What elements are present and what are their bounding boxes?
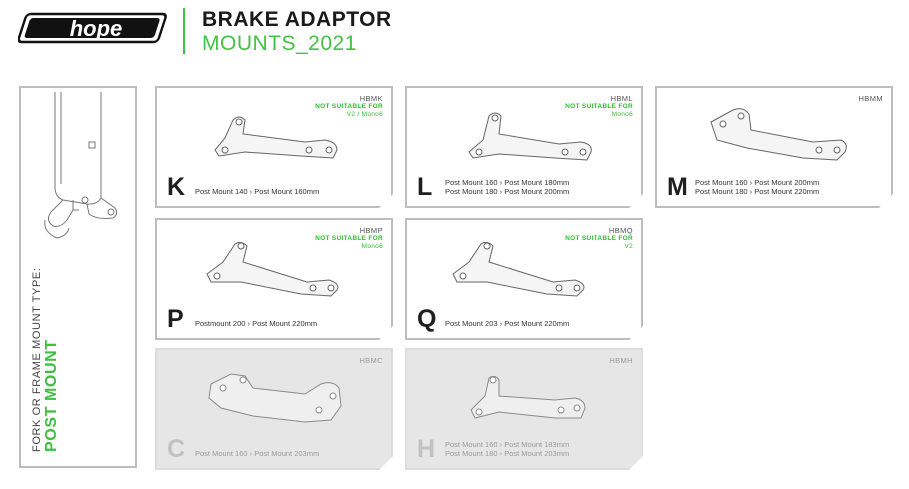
adaptor-letter: K bbox=[167, 173, 186, 201]
adaptor-illustration bbox=[703, 102, 853, 164]
adaptor-description: Post Mount 160 › Post Mount 183mm Post Mount 180 › Post Mount 203mm bbox=[445, 440, 570, 458]
product-code: HBMQ bbox=[608, 226, 633, 235]
product-code: HBMC bbox=[359, 356, 383, 365]
adaptor-description: Post Mount 203 › Post Mount 220mm bbox=[445, 319, 570, 328]
product-code: HBMP bbox=[359, 226, 383, 235]
adaptor-card-h[interactable] bbox=[405, 348, 643, 470]
product-code: HBMK bbox=[359, 94, 383, 103]
adaptor-description: Post Mount 160 › Post Mount 180mm Post Mount 180 › Post Mount 200mm bbox=[445, 178, 570, 196]
adaptor-illustration bbox=[463, 370, 593, 426]
suitability-warning: NOT SUITABLE FOR V2 bbox=[565, 235, 633, 250]
fork-illustration bbox=[27, 92, 131, 242]
page-title: BRAKE ADAPTOR bbox=[202, 8, 392, 31]
suitability-warning: NOT SUITABLE FOR V2 / Mono6 bbox=[315, 103, 383, 118]
adaptor-illustration bbox=[197, 238, 347, 300]
adaptor-letter: C bbox=[167, 435, 186, 463]
adaptor-letter: H bbox=[417, 435, 436, 463]
mount-type-value: POST MOUNT bbox=[43, 339, 60, 452]
mount-type-label: FORK OR FRAME MOUNT TYPE: bbox=[31, 267, 43, 452]
hope-logo bbox=[18, 10, 168, 46]
adaptor-description: Postmount 200 › Post Mount 220mm bbox=[195, 319, 318, 328]
adaptor-illustration bbox=[443, 238, 593, 300]
adaptor-card-k[interactable] bbox=[155, 86, 393, 208]
product-code: HBMM bbox=[858, 94, 883, 103]
product-code: HBML bbox=[610, 94, 633, 103]
adaptor-letter: M bbox=[667, 173, 688, 201]
adaptor-card-c[interactable] bbox=[155, 348, 393, 470]
suitability-warning: NOT SUITABLE FOR Mono6 bbox=[565, 103, 633, 118]
adaptor-letter: P bbox=[167, 305, 184, 333]
product-code: HBMH bbox=[609, 356, 633, 365]
adaptor-illustration bbox=[459, 106, 599, 164]
adaptor-description: Post Mount 140 › Post Mount 160mm bbox=[195, 187, 320, 196]
adaptor-letter: Q bbox=[417, 305, 437, 333]
header-divider bbox=[183, 8, 185, 54]
fork-panel bbox=[19, 86, 137, 468]
adaptor-description: Post Mount 160 › Post Mount 200mm Post Mount 180 › Post Mount 220mm bbox=[695, 178, 820, 196]
svg-text:hope: hope bbox=[69, 16, 123, 41]
suitability-warning: NOT SUITABLE FOR Mono6 bbox=[315, 235, 383, 250]
adaptor-letter: L bbox=[417, 173, 433, 201]
adaptor-description: Post Mount 160 › Post Mount 203mm bbox=[195, 449, 320, 458]
adaptor-illustration bbox=[201, 366, 351, 430]
adaptor-card-m[interactable] bbox=[655, 86, 893, 208]
adaptor-illustration bbox=[205, 110, 345, 162]
adaptor-card-q[interactable] bbox=[405, 218, 643, 340]
page-subtitle: MOUNTS_2021 bbox=[202, 32, 357, 55]
adaptor-card-l[interactable] bbox=[405, 86, 643, 208]
adaptor-card-p[interactable] bbox=[155, 218, 393, 340]
